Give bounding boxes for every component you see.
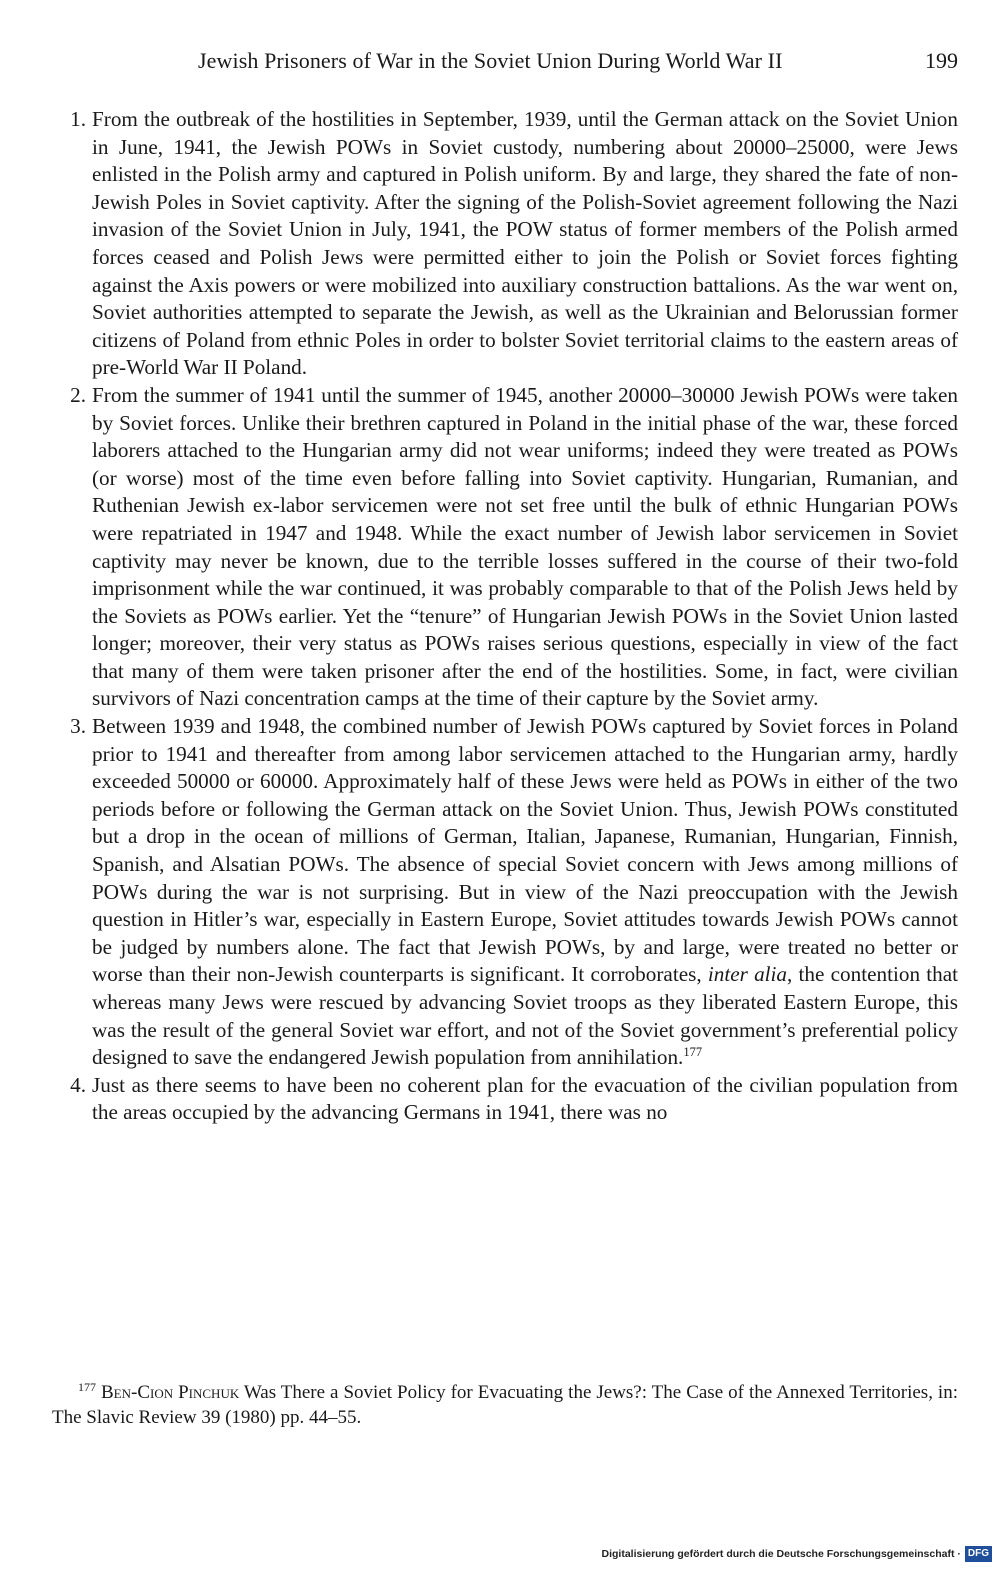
dfg-logo-icon: DFG (965, 1546, 992, 1562)
footnote-reference[interactable]: 177 (683, 1045, 703, 1060)
item-number: 1. (70, 107, 86, 131)
footnote-number: 177 (78, 1379, 96, 1394)
list-item (0, 382, 1000, 713)
footnote-text: Was There a Soviet Policy for Evacuating the Jews?: The Case of the Annexed Territories, in: The Slavic Review 39 (1980) pp. 44–55. (52, 1382, 958, 1428)
item-text-part: Between 1939 and 1948, the combined number of Jewish POWs captured by Soviet forces in Poland prior to 1941 and thereafter from among labor servicemen attached to the Hungarian army, hardly exceeded 50000 or 60000. Approximately half of these Jews were held as POWs in either of the two periods before or following the German attack on the Soviet Union. Thus, Jewish POWs constituted but a drop in the ocean of millions of German, Italian, Japanese, Rumanian, Hungarian, Finnish, Spanish, and Alsatian POWs. The absence of special Soviet concern with Jews among millions of POWs during the war is not surprising. But in view of the Nazi preoccupation with the Jewish question in Hitler’s war, especially in Eastern Europe, Soviet attitudes towards Jewish POWs cannot be judged by numbers alone. The fact that Jewish POWs, by and large, were treated no better or worse than their non-Jewish counterparts is significant. It corroborates, (92, 714, 958, 987)
item-text (92, 713, 958, 1072)
item-text: From the summer of 1941 until the summer of 1945, another 20000–30000 Jewish POWs were taken by Soviet forces. Unlike their brethren captured in Poland in the initial phase of the war, these forced laborers attached to the Hungarian army did not wear uniforms; indeed they were treated as POWs (or worse) most of the time even before falling into Soviet captivity. Hungarian, Rumanian, and Ruthenian Jewish ex-labor servicemen were not set free until the bulk of ethnic Hungarian POWs were repatriated in 1947 and 1948. While the exact number of Jewish labor servicemen in Soviet captivity may never be known, due to the terrible losses suffered in the course of their two-fold imprisonment while the war continued, it was probably comparable to that of the Polish Jews held by the Soviets as POWs earlier. Yet the “tenure” of Hungarian Jewish POWs in the Soviet Union lasted longer; moreover, their very status as POWs raises serious questions, especially in view of the fact that many of them were taken prisoner after the end of the hostilities. Some, in fact, were civilian survivors of Nazi concentration camps at the time of their capture by the Soviet army. (92, 382, 958, 711)
funding-note: Digitalisierung gefördert durch die Deutsche Forschungsgemeinschaft · (601, 1548, 961, 1560)
list-item (0, 1072, 1000, 1127)
footnote-author: Ben-Cion Pinchuk (101, 1382, 240, 1403)
numbered-list (0, 106, 1000, 1127)
footnote (52, 1380, 958, 1430)
running-title: Jewish Prisoners of War in the Soviet Union During World War II (198, 48, 783, 73)
item-number: 3. (70, 714, 86, 739)
page-number: 199 (925, 48, 958, 73)
list-item (0, 713, 1000, 1072)
funding-footer (602, 1544, 993, 1564)
running-header (0, 48, 1000, 84)
list-item (0, 106, 1000, 382)
item-text-part: , the contention that whereas many Jews were rescued by advancing Soviet troops as they liberated Eastern Europe, this was the result of the general Soviet war effort, and not of the Soviet government’s preferential policy designed to save the endangered Jewish population from annihilation. (92, 962, 958, 1070)
item-text: Just as there seems to have been no coherent plan for the evacuation of the civilian population from the areas occupied by the advancing Germans in 1941, there was no (92, 1072, 958, 1125)
item-text: From the outbreak of the hostilities in September, 1939, until the German attack on the Soviet Union in June, 1941, the Jewish POWs in Soviet custody, numbering about 20000–25000, were Jews enlisted in the Polish army and captured in Polish uniform. By and large, they shared the fate of non-Jewish Poles in Soviet captivity. After the signing of the Polish-Soviet agreement following the Nazi invasion of the Soviet Union in July, 1941, the POW status of former members of the Polish armed forces ceased and Polish Jews were permitted either to join the Polish or Soviet forces fighting against the Axis powers or were mobilized into auxiliary construction battalions. As the war went on, Soviet authorities attempted to separate the Jewish, as well as the Ukrainian and Belorussian former citizens of Poland from ethnic Poles in order to bolster Soviet territorial claims to the eastern areas of pre-World War II Poland. (92, 107, 958, 380)
italic-phrase: inter alia (707, 962, 788, 987)
item-number: 4. (70, 1072, 86, 1097)
item-number: 2. (70, 382, 86, 407)
